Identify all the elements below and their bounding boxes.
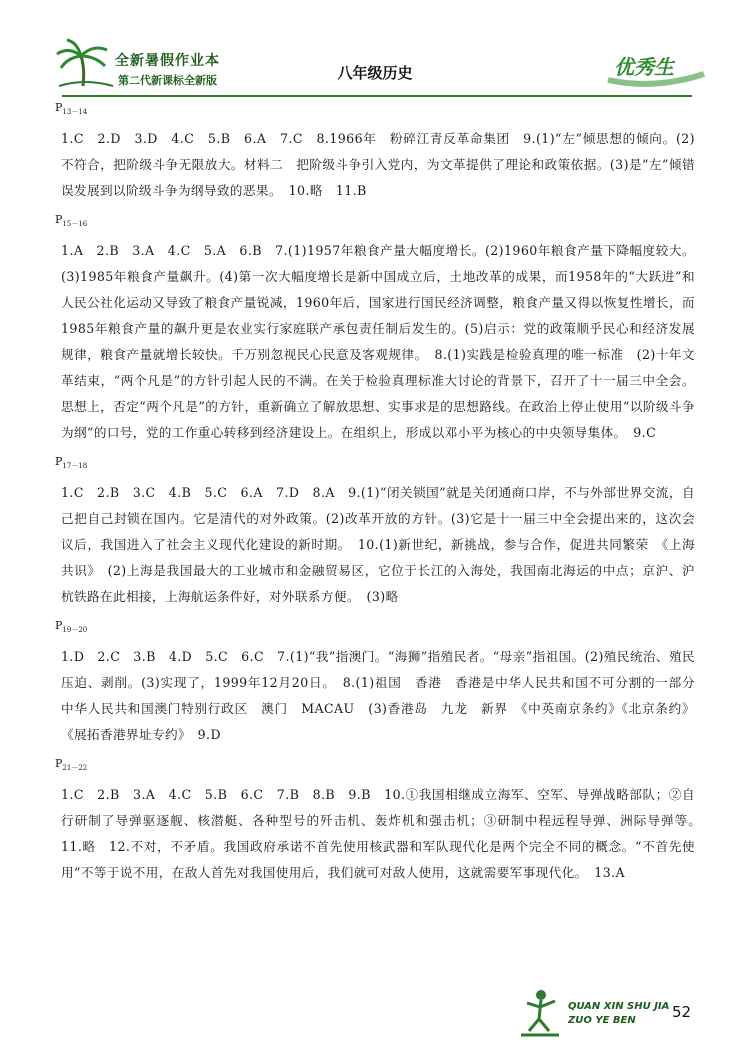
header-divider bbox=[62, 95, 692, 97]
section-text: 1.C 2.D 3.D 4.C 5.B 6.A 7.C 8.1966年 粉碎江青反革命集团 9.(1)“左”倾思想的倾向。(2)不符合，把阶级斗争无限放大。材料二 把阶级斗争引入党内，为文革提供了理论和政策依据。(3)是“左”倾错误发展到以阶级斗争为纲导致的恶果。 10.略 11.B bbox=[61, 131, 695, 198]
page-number: 52 bbox=[672, 1003, 692, 1021]
section-text: 1.C 2.B 3.A 4.C 5.B 6.C 7.B 8.B 9.B 10.①我国相继成立海军、空军、导弹战略部队；②自行研制了导弹驱逐舰、核潜艇、各种型号的歼击机、轰炸机和强击机；③研制中程远程导弹、洲际导弹等。 11.略 12.不对，不矛盾。我国政府承诺不首先使用核武器和军队现代化是两个完全不同的概念。“不首先使用”不等于说不用，在敌人首先对我国使用后，我们就可对敌人使用，这就需要军事现代化。 13.A bbox=[61, 787, 708, 880]
section-text: 1.C 2.B 3.C 4.B 5.C 6.A 7.D 8.A 9.(1)“闭关锁国”就是关闭通商口岸，不与外部世界交流，自己把自己封锁在国内。它是清代的对外政策。(2)改革开放的方针。(3)它是十一届三中全会提出来的，这次会议后，我国进入了社会主义现代化建设的新时期。 10.(1)新世纪，新挑战，参与合作，促进共同繁荣 《上海共识》 (2)上海是我国最大的工业城市和金融贸易区，它位于长江的入海处，我国南北海运的中点；京沪、沪杭铁路在此相接，上海航运条件好，对外联系方便。 (3)略 bbox=[61, 485, 695, 604]
page-title: 八年级历史 bbox=[337, 64, 413, 82]
footer-brand bbox=[568, 1000, 669, 1028]
excellent-student-logo bbox=[600, 50, 710, 90]
section-label: $P_{15-16}$ bbox=[55, 213, 88, 229]
answer-section bbox=[55, 100, 695, 204]
section-label: $P_{19-20}$ bbox=[55, 619, 88, 635]
footer-line2: ZUO YE BEN bbox=[568, 1015, 636, 1026]
section-label: $P_{13-14}$ bbox=[55, 101, 88, 117]
answer-section bbox=[55, 756, 708, 886]
section-text: 1.D 2.C 3.B 4.D 5.C 6.C 7.(1)“我”指澳门。“海狮”指殖民者。“母亲”指祖国。(2)殖民统治、殖民压迫、剥削。(3)实现了，1999年12月20日。 8.(1)祖国 香港 香港是中华人民共和国不可分割的一部分 中华人民共和国澳门特别行政区 澳门 MACAU (3)香港岛 九龙 新界 《中英南京条约》《北京条约》《展拓香港界址专约》 9.D bbox=[61, 649, 708, 742]
answer-content bbox=[55, 100, 708, 894]
section-label: $P_{21-22}$ bbox=[55, 757, 88, 773]
brand-subtitle: 第二代新课标全新版 bbox=[118, 74, 217, 87]
right-logo-text: 优秀生 bbox=[614, 55, 674, 79]
section-label: $P_{17-18}$ bbox=[55, 455, 88, 471]
brand-title: 全新暑假作业本 bbox=[115, 53, 220, 69]
answer-section bbox=[55, 454, 695, 610]
page-header bbox=[0, 0, 750, 100]
skateboarder-icon bbox=[515, 985, 565, 1045]
footer-line1: QUAN XIN SHU JIA bbox=[568, 1001, 670, 1012]
answer-section bbox=[55, 212, 695, 446]
section-text: 1.A 2.B 3.A 4.C 5.A 6.B 7.(1)1957年粮食产量大幅度增长。(2)1960年粮食产量下降幅度较大。(3)1985年粮食产量飙升。(4)第一次大幅度增长是新中国成立后，土地改革的成果，而1958年的“大跃进”和人民公社化运动又导致了粮食产量锐减，1960年后，国家进行国民经济调整，粮食产量又得以恢复性增长，而1985年粮食产量的飙升更是农业实行家庭联产承包责任制后发生的。(5)启示：党的政策顺乎民心和经济发展规律，粮食产量就增长较快。千万别忽视民心民意及客观规律。 8.(1)实践是检验真理的唯一标准 (2)十年文革结束，“两个凡是”的方针引起人民的不满。在关于检验真理标准大讨论的背景下，召开了十一届三中全会。思想上，否定“两个凡是”的方针，重新确立了解放思想、实事求是的思想路线。在政治上停止使用“以阶级斗争为纲”的口号，党的工作重心转移到经济建设上。在组织上，形成以邓小平为核心的中央领导集体。 9.C bbox=[61, 243, 695, 440]
answer-section bbox=[55, 618, 708, 748]
